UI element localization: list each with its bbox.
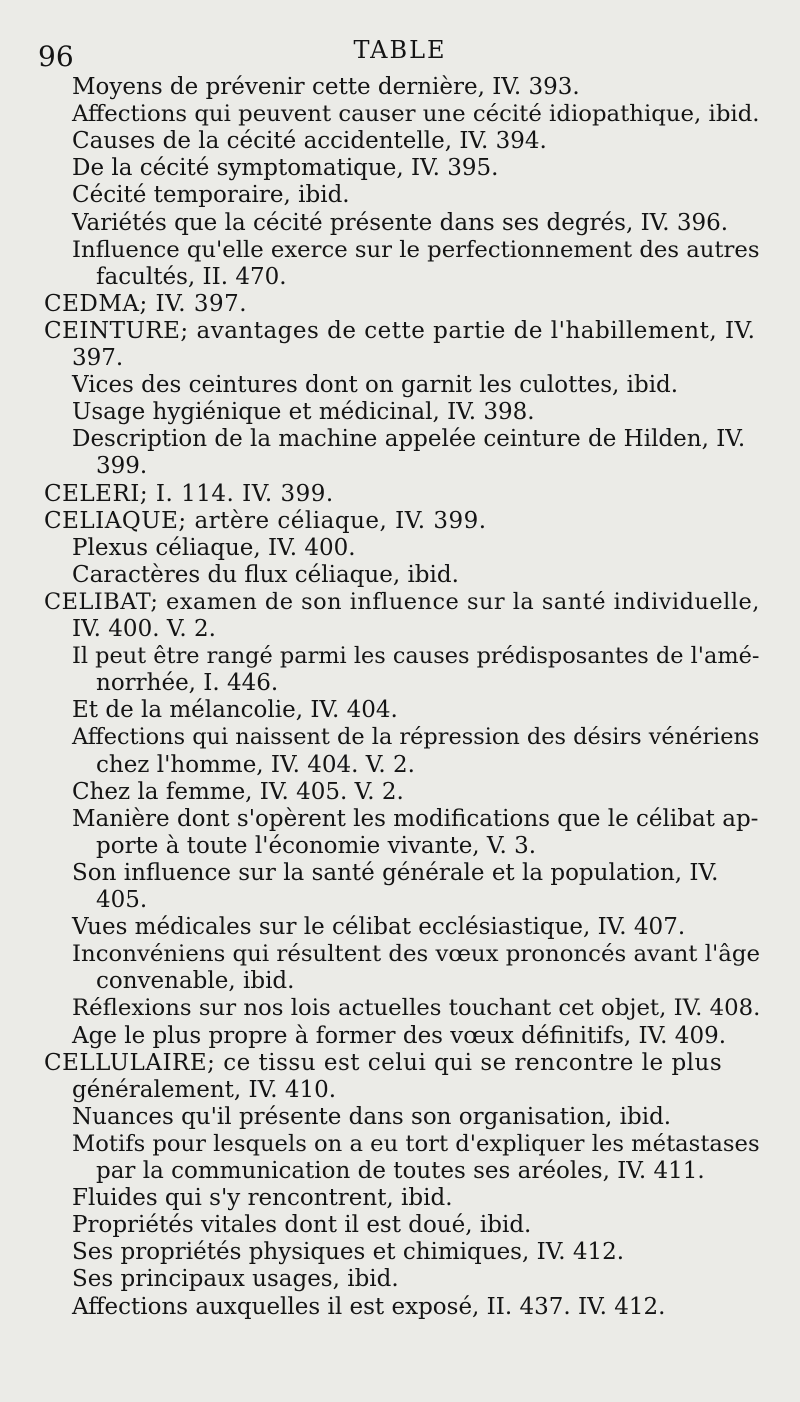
index-sub-entry: norrhée, I. 446. bbox=[96, 670, 279, 697]
index-sub-entry: Plexus céliaque, IV. 400. bbox=[72, 534, 356, 561]
page-header bbox=[0, 34, 800, 73]
index-sub-entry: Fluides qui s'y rencontrent, ibid. bbox=[72, 1185, 453, 1212]
index-sub-entry: Manière dont s'opèrent les modifications que le célibat ap- bbox=[72, 805, 759, 832]
index-sub-entry: Ses principaux usages, ibid. bbox=[72, 1266, 399, 1293]
index-heading-entry: CELERI; I. 114. IV. 399. bbox=[44, 480, 334, 507]
page-number: 96 bbox=[38, 40, 74, 73]
index-sub-entry: Affections qui peuvent causer une cécité idiopathique, ibid. bbox=[72, 101, 760, 128]
page-title: TABLE bbox=[353, 36, 447, 64]
index-sub-entry: Vices des ceintures dont on garnit les culottes, ibid. bbox=[72, 372, 679, 399]
index-sub-entry: Cécité temporaire, ibid. bbox=[72, 182, 350, 209]
index-sub-entry: Et de la mélancolie, IV. 404. bbox=[72, 697, 398, 724]
index-sub-entry: Vues médicales sur le célibat ecclésiastique, IV. 407. bbox=[72, 914, 686, 941]
index-sub-entry: Propriétés vitales dont il est doué, ibid. bbox=[72, 1212, 532, 1239]
index-sub-entry: Causes de la cécité accidentelle, IV. 394. bbox=[72, 128, 547, 155]
index-sub-entry: par la communication de toutes ses aréoles, IV. 411. bbox=[96, 1158, 705, 1184]
index-sub-entry: Description de la machine appelée ceinture de Hilden, IV. bbox=[72, 426, 746, 453]
index-heading-entry: CELLULAIRE; ce tissu est celui qui se rencontre le plus bbox=[44, 1049, 723, 1076]
index-heading-entry: CELIAQUE; artère céliaque, IV. 399. bbox=[44, 507, 487, 534]
index-sub-entry: Nuances qu'il présente dans son organisation, ibid. bbox=[72, 1103, 672, 1130]
index-sub-entry: convenable, ibid. bbox=[96, 968, 295, 995]
index-sub-entry: De la cécité symptomatique, IV. 395. bbox=[72, 155, 499, 182]
index-sub-entry: IV. 400. V. 2. bbox=[72, 616, 216, 642]
index-sub-entry: Caractères du flux céliaque, ibid. bbox=[72, 561, 459, 588]
index-sub-entry: Usage hygiénique et médicinal, IV. 398. bbox=[72, 399, 535, 426]
index-sub-entry: porte à toute l'économie vivante, V. 3. bbox=[96, 832, 537, 859]
index-sub-entry: Affections auxquelles il est exposé, II. 437. IV. 412. bbox=[72, 1293, 666, 1320]
index-sub-entry: généralement, IV. 410. bbox=[72, 1076, 337, 1103]
index-sub-entry: facultés, II. 470. bbox=[96, 263, 287, 290]
index-sub-entry: Motifs pour lesquels on a eu tort d'expliquer les métastases bbox=[72, 1130, 760, 1157]
index-heading-entry: CELIBAT; examen de son influence sur la santé individuelle, bbox=[44, 588, 760, 615]
index-sub-entry: Influence qu'elle exerce sur le perfectionnement des autres bbox=[72, 236, 760, 263]
index-sub-entry: Son influence sur la santé générale et la population, IV. bbox=[72, 859, 719, 886]
index-sub-entry: Ses propriétés physiques et chimiques, IV. 412. bbox=[72, 1239, 625, 1266]
index-sub-entry: Il peut être rangé parmi les causes prédisposantes de l'amé- bbox=[72, 643, 760, 670]
index-sub-entry: Age le plus propre à former des vœux définitifs, IV. 409. bbox=[72, 1022, 727, 1049]
index-sub-entry: 397. bbox=[72, 345, 124, 371]
index-sub-entry: Chez la femme, IV. 405. V. 2. bbox=[72, 778, 404, 805]
index-sub-entry: Variétés que la cécité présente dans ses degrés, IV. 396. bbox=[72, 209, 729, 236]
index-sub-entry: 405. bbox=[96, 887, 148, 913]
index-heading-entry: CEDMA; IV. 397. bbox=[44, 290, 248, 317]
index-sub-entry: 399. bbox=[96, 453, 148, 480]
index-sub-entry: Affections qui naissent de la répression des désirs vénériens bbox=[72, 724, 760, 751]
index-sub-entry: Inconvéniens qui résultent des vœux prononcés avant l'âge bbox=[72, 941, 761, 968]
index-sub-entry: Moyens de prévenir cette dernière, IV. 393. bbox=[72, 74, 580, 100]
index-sub-entry: Réflexions sur nos lois actuelles touchant cet objet, IV. 408. bbox=[72, 995, 761, 1022]
index-heading-entry: CEINTURE; avantages de cette partie de l'habillement, IV. bbox=[44, 317, 756, 344]
index-sub-entry: chez l'homme, IV. 404. V. 2. bbox=[96, 751, 415, 778]
